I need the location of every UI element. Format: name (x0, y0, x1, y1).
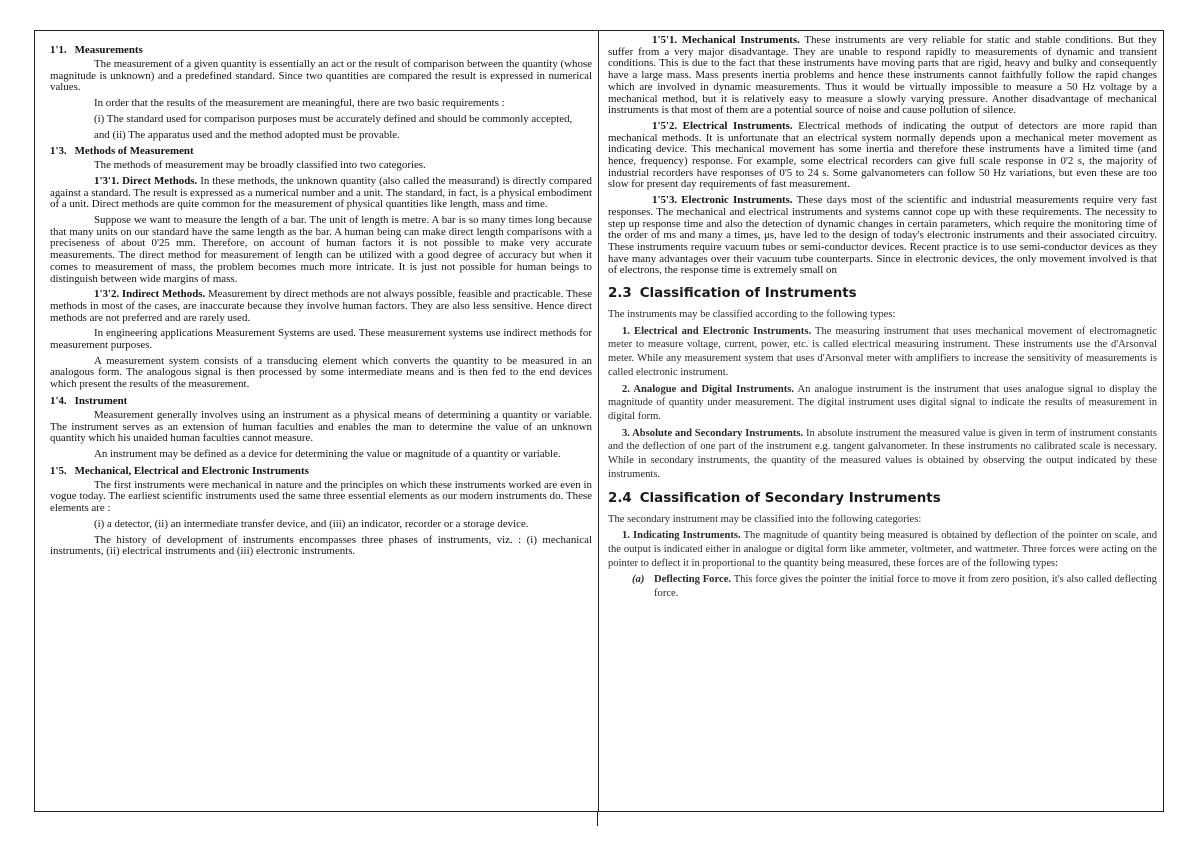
sub-list-heading: Deflecting Force. (654, 574, 732, 586)
paragraph-body: These days most of the scientific and industrial measurements require very fast responses. The mechanical and electrical instruments and systems cannot cope up with these requirements. The necessity to step up response time and also the detection of dynamic changes in certain parameters, which require the monitoring time of the order of ms and many a times, μs, have led to the design of today's electronic instruments and their associated circuitry. These instruments require vacuum tubes or semi-conductor devices. Recent practice is to use semi-conductor devices as they have many advantages over their vacuum tube counterparts. Since in electronic devices, the only movement involved is that of electrons, the response time is extremely small on (608, 194, 1157, 277)
section-heading-1-4 (50, 395, 592, 407)
list-item (608, 325, 1157, 380)
section-number: 1'1. (50, 44, 67, 56)
paragraph: The measurement of a given quantity is essentially an act or the result of comparison between the quantity (whose magnitude is unknown) and a predefined standard. Since two quantities are compared the result is expressed in numerical values. (50, 58, 592, 94)
section-number: 2.3 (608, 286, 632, 302)
subsection-heading: 1'5'1. Mechanical Instruments. (652, 34, 800, 46)
section-heading-1-3 (50, 145, 592, 157)
section-number: 1'3. (50, 145, 67, 158)
list-item-heading: 1. Electrical and Electronic Instruments. (622, 325, 812, 337)
section-number: 2.4 (608, 490, 632, 506)
list-item-heading: 2. Analogue and Digital Instruments. (622, 383, 795, 395)
sub-list-item (608, 573, 1157, 600)
mechanical-instruments-paragraph (608, 35, 1157, 117)
paragraph: In order that the results of the measurement are meaningful, there are two basic requirements : (94, 97, 505, 110)
paragraph: Measurement generally involves using an instrument as a physical means of determining a quantity or variable. The instrument serves as an extension of human faculties and enables the man to determine the value of an unknown quantity which his unaided human faculties cannot measure. (50, 408, 592, 445)
subsection-heading: 1'5'2. Electrical Instruments. (652, 119, 793, 132)
section-heading-1-1 (50, 44, 592, 56)
section-title: Mechanical, Electrical and Electronic Instruments (74, 464, 309, 477)
paragraph: The history of development of instruments encompasses three phases of instruments, viz. : (i) mechanical instruments, (ii) electrical instruments and (iii) electronic instruments. (50, 533, 592, 558)
section-title: Classification of Secondary Instruments (639, 490, 941, 506)
section-heading-1-5 (50, 465, 592, 477)
paragraph-body: Measurement by direct methods are not always possible, feasible and practicable. These methods in most of the cases, are inaccurate because they involve human factors. They are also less sensitive. Hence direct methods are not preferred and are rarely used. (50, 288, 592, 324)
paragraph: (i) The standard used for comparison purposes must be accurately defined and should be commonly accepted, (94, 112, 573, 125)
paragraph: A measurement system consists of a transducing element which converts the quantity to be measured in an analogous form. The analogous signal is then processed by some intermediate means and is then fed to the end devices which present the results of the measurement. (50, 354, 592, 391)
paragraph: An instrument may be defined as a device for determining the value or magnitude of a quantity or variable. (94, 447, 561, 460)
list-item-body: The magnitude of quantity being measured is obtained by deflection of the pointer on scale, and the output is indicated either in analogue or digital form like ammeter, voltmeter, and wattmeter. Three forces were acting on the pointer to deflect it in proportional to the quantity being measured, these forces are of the following types: (608, 530, 1158, 569)
electrical-instruments-paragraph (608, 121, 1157, 191)
paragraph: (i) a detector, (ii) an intermediate transfer device, and (iii) an indicator, recorder or a storage device. (94, 517, 529, 530)
list-item-heading: 3. Absolute and Secondary Instruments. (622, 427, 804, 439)
section-number: 1'5. (50, 464, 67, 477)
section-number: 1'4. (50, 394, 67, 407)
subsection-heading: 1'3'1. Direct Methods. (94, 174, 198, 187)
paragraph: The secondary instrument may be classified into the following categories: (608, 513, 922, 525)
section-title: Methods of Measurement (74, 145, 194, 158)
section-title: Classification of Instruments (639, 286, 857, 302)
section-heading-2-3 (608, 286, 1157, 302)
list-item-body: In absolute instrument the measured value is given in term of instrument constants and the deflection of one part of the instrument e.g. tangent galvanometer. In these instruments no calibrated scale is necessary. While in secondary instruments, the quantity of the measured values is obtained by observing the output indicated by these instruments. (608, 427, 1157, 480)
list-item (608, 529, 1157, 570)
subsection-heading: 1'5'3. Electronic Instruments. (652, 194, 793, 207)
paragraph: and (ii) The apparatus used and the method adopted must be provable. (94, 128, 400, 141)
paragraph: In engineering applications Measurement Systems are used. These measurement systems use indirect methods for measurement purposes. (50, 327, 592, 352)
paragraph-body: Electrical methods of indicating the output of detectors are more rapid than mechanical methods. It is unfortunate that an electrical system normally depends upon a mechanical meter movement as indicating device. This mechanical movement has some inertia and therefore these instruments have a limited time (and hence, frequency) response. For example, some electrical recorders can give full scale response in 0'2 s, the majority of industrial recorders have responses of 0'5 to 24 s. Some galvanometers can follow 50 Hz variations, but even these are too slow for present day requirements of fast measurement. (608, 119, 1158, 191)
section-heading-2-4 (608, 491, 1157, 507)
paragraph: The first instruments were mechanical in nature and the principles on which these instruments worked are even in vogue today. The earliest scientific instruments used the same three essential elements as our modern instruments do. These elements are : (50, 478, 592, 515)
paragraph-body: In these methods, the unknown quantity (also called the measurand) is directly compared against a standard. The result is expressed as a numerical number and a unit. The standard, in fact, is a physical embodiment of a unit. Direct methods are quite common for the measurement of physical quantities like length, mass and time. (50, 174, 592, 211)
direct-methods-paragraph (50, 176, 592, 211)
indirect-methods-paragraph (50, 289, 592, 324)
sub-list-body: This force gives the pointer the initial force to move it from zero position, it's also called deflecting force. (654, 574, 1157, 600)
paragraph: The methods of measurement may be broadly classified into two categories. (94, 159, 426, 172)
section-title: Measurements (74, 44, 143, 56)
list-item-heading: 1. Indicating Instruments. (622, 530, 741, 542)
subsection-heading: 1'3'2. Indirect Methods. (94, 288, 206, 301)
paragraph: The instruments may be classified according to the following types: (608, 309, 896, 321)
section-title: Instrument (74, 394, 128, 407)
list-item (608, 427, 1157, 482)
left-page-column (34, 30, 599, 812)
sub-list-marker: (a) (632, 574, 645, 586)
electronic-instruments-paragraph (608, 195, 1157, 277)
paragraph-body: These instruments are very reliable for static and stable conditions. But they suffer from a very major disadvantage. They are unable to respond rapidly to measurements of dynamic and transient conditions. This is due to the fact that these instruments have moving parts that are rigid, heavy and bulky and consequently have a large mass. Mass presents inertia problems and hence these instruments cannot faithfully follow the rapid changes which are involved in dynamic measurements. Thus it would be virtually impossible to measure a 50 Hz voltage by a mechanical method, but it is relatively easy to measure a slowly varying pressure. Another disadvantage of mechanical instruments is that most of them are a potential source of noise and cause pollution of silence. (608, 34, 1158, 117)
list-item-body: An analogue instrument is the instrument that uses analogue signal to display the magnitude of quantity under measurement. The digital instrument uses digital signal to indicate the results of measurement in digital form. (608, 383, 1157, 422)
paragraph: Suppose we want to measure the length of a bar. The unit of length is metre. A bar is so many times long because that many units on our standard have the same length as the bar. A human being can make direct length comparisons with a preciseness of about 0'25 mm. Therefore, on account of human factors it is not possible to make very accurate measurements. The direct method for measurement of length can be utilized with a good degree of accuracy but when it comes to measurement of mass, the problem becomes much more intricate. It is just not possible for human beings to distinguish between wide margins of mass. (50, 214, 592, 285)
right-page-column (598, 30, 1164, 812)
list-item-body: The measuring instrument that uses mechanical movement of electromagnetic meter to measure voltage, current, power, etc. is called electrical measuring instrument. These instruments use the d'Arsonval meter. While any measurement system that uses d'Arsonval meter with amplifiers to increase the sensitivity of measurements is called electronic instrument. (608, 325, 1157, 378)
page-divider (597, 812, 598, 826)
list-item (608, 383, 1157, 424)
